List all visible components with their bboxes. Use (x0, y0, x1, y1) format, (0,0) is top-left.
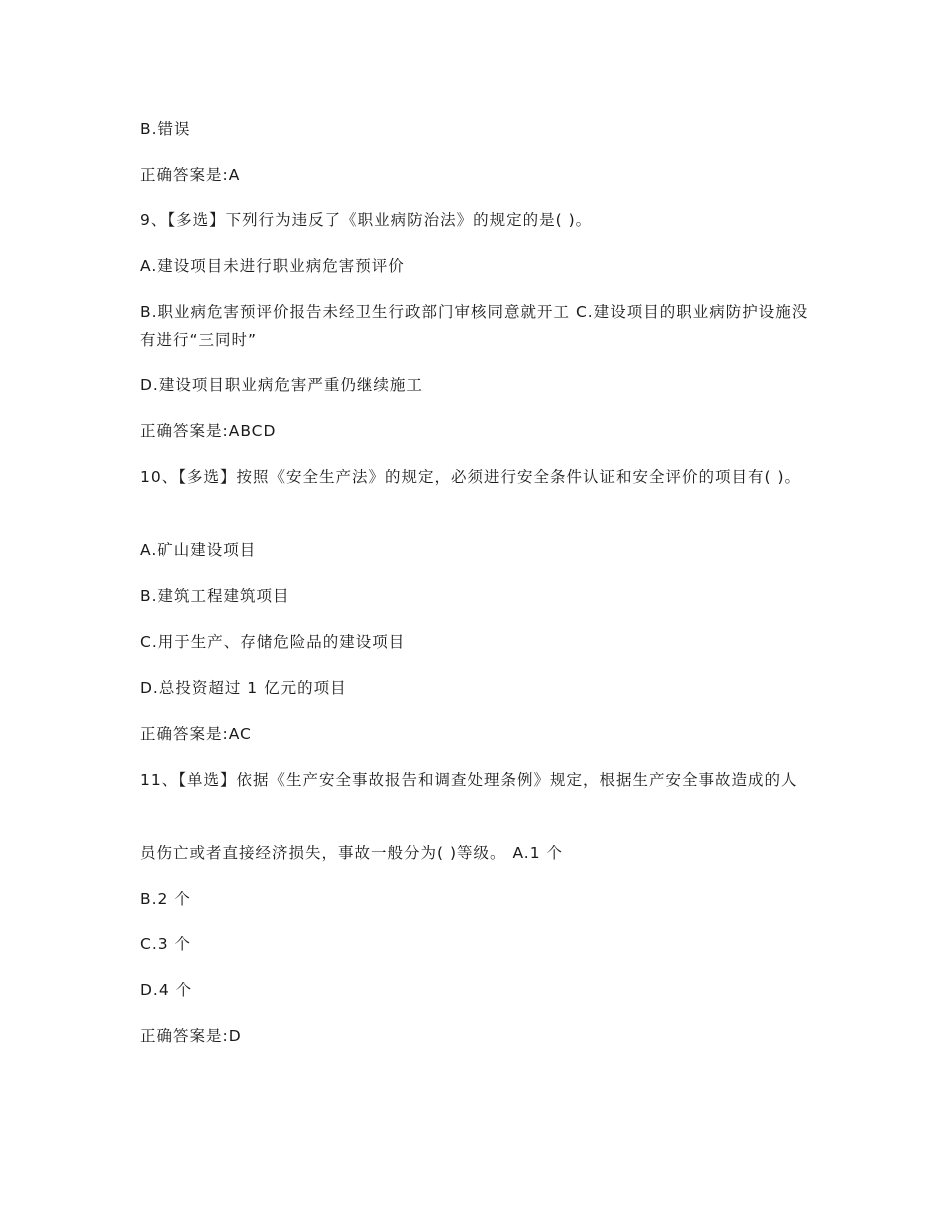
question-11: 11、【单选】依据《生产安全事故报告和调查处理条例》规定，根据生产安全事故造成的人 (140, 771, 798, 789)
q10-option-b: B.建筑工程建筑项目 (140, 587, 290, 605)
q10-option-a: A.矿山建设项目 (140, 541, 257, 559)
answer-q11: 正确答案是:D (140, 1027, 242, 1045)
q10-option-c: C.用于生产、存储危险品的建设项目 (140, 633, 406, 651)
q11-option-c: C.3 个 (140, 935, 192, 953)
question-9: 9、【多选】下列行为违反了《职业病防治法》的规定的是( )。 (140, 211, 593, 229)
answer-q9: 正确答案是:ABCD (140, 422, 277, 440)
q11-option-d: D.4 个 (140, 981, 193, 999)
question-11-continued: 员伤亡或者直接经济损失，事故一般分为( )等级。 A.1 个 (140, 844, 563, 862)
q9-option-a: A.建设项目未进行职业病危害预评价 (140, 257, 405, 275)
q10-option-d: D.总投资超过 1 亿元的项目 (140, 679, 347, 697)
option-b-wrong: B.错误 (140, 120, 191, 138)
answer-q8: 正确答案是:A (140, 166, 241, 184)
q9-option-d: D.建设项目职业病危害严重仍继续施工 (140, 376, 423, 394)
question-10: 10、【多选】按照《安全生产法》的规定，必须进行安全条件认证和安全评价的项目有( )。 (140, 468, 801, 486)
answer-q10: 正确答案是:AC (140, 725, 252, 743)
q11-option-b: B.2 个 (140, 890, 191, 908)
q9-option-b-c: B.职业病危害预评价报告未经卫生行政部门审核同意就开工 C.建设项目的职业病防护设施没有进行“三同时” (140, 303, 809, 349)
